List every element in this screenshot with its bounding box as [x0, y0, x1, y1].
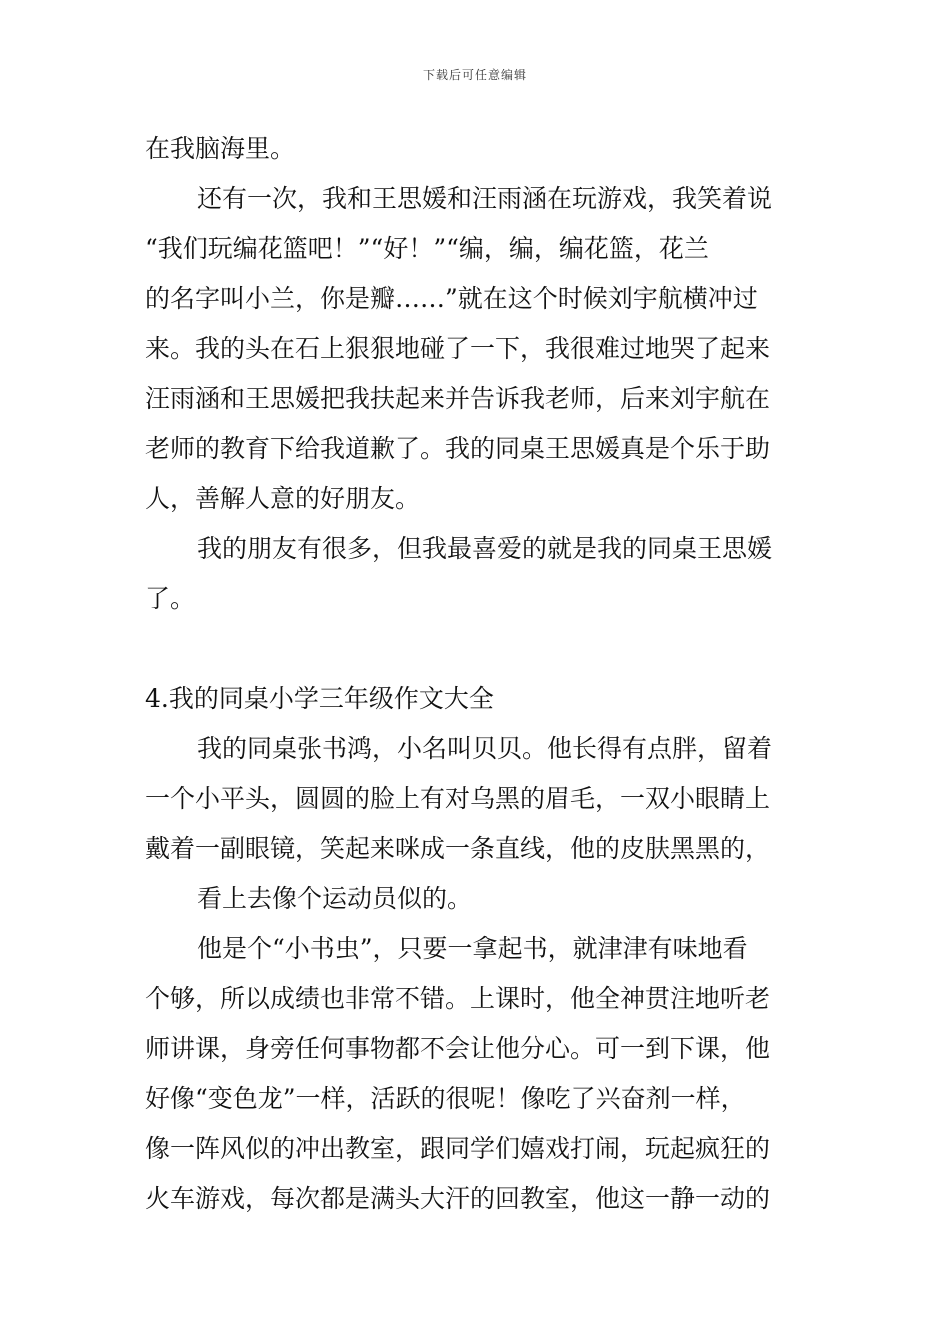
- text-line: 他是个“小书虫”，只要一拿起书，就津津有味地看: [197, 934, 748, 963]
- text-line: 老师的教育下给我道歉了。我的同桌王思媛真是个乐于助: [145, 434, 771, 463]
- text-line: 看上去像个运动员似的。: [197, 884, 473, 913]
- text-line: 在我脑海里。: [145, 134, 296, 163]
- document-body: [145, 128, 810, 1228]
- paragraph-2: [145, 178, 810, 528]
- text-line: 火车游戏，每次都是满头大汗的回教室，他这一静一动的: [145, 1184, 771, 1213]
- text-line: 戴着一副眼镜，笑起来咪成一条直线，他的皮肤黑黑的，: [145, 834, 771, 863]
- paragraph-4: [145, 728, 810, 878]
- paragraph-5: [145, 878, 810, 928]
- text-line: 人，善解人意的好朋友。: [145, 484, 421, 513]
- blank-line: [145, 628, 810, 678]
- text-line: 汪雨涵和王思媛把我扶起来并告诉我老师，后来刘宇航在: [145, 384, 771, 413]
- text-line: “我们玩编花篮吧！”“好！”“编，编，编花篮，花兰: [145, 234, 709, 263]
- page-header-note: 下载后可任意编辑: [422, 68, 527, 82]
- text-line: 的名字叫小兰，你是瓣……”就在这个时候刘宇航横冲过: [145, 284, 758, 313]
- section-heading: 4.我的同桌小学三年级作文大全: [145, 684, 494, 713]
- text-line: 我的同桌张书鸿，小名叫贝贝。他长得有点胖，留着: [197, 734, 773, 763]
- text-line: 师讲课，身旁任何事物都不会让他分心。可一到下课，他: [145, 1034, 771, 1063]
- text-line: 像一阵风似的冲出教室，跟同学们嬉戏打闹，玩起疯狂的: [145, 1134, 771, 1163]
- text-line: 个够，所以成绩也非常不错。上课时，他全神贯注地听老: [145, 984, 771, 1013]
- paragraph-3: [145, 528, 810, 628]
- text-line: 了。: [145, 584, 196, 613]
- paragraph-1: [145, 128, 810, 178]
- text-line: 来。我的头在石上狠狠地碰了一下，我很难过地哭了起来: [145, 334, 771, 363]
- text-line: 还有一次，我和王思媛和汪雨涵在玩游戏，我笑着说: [197, 184, 773, 213]
- text-line: 一个小平头，圆圆的脸上有对乌黑的眉毛，一双小眼睛上: [145, 784, 771, 813]
- text-line: 好像“变色龙”一样，活跃的很呢！像吃了兴奋剂一样，: [145, 1084, 746, 1113]
- text-line: 我的朋友有很多，但我最喜爱的就是我的同桌王思媛: [197, 534, 773, 563]
- paragraph-6: [145, 928, 810, 1228]
